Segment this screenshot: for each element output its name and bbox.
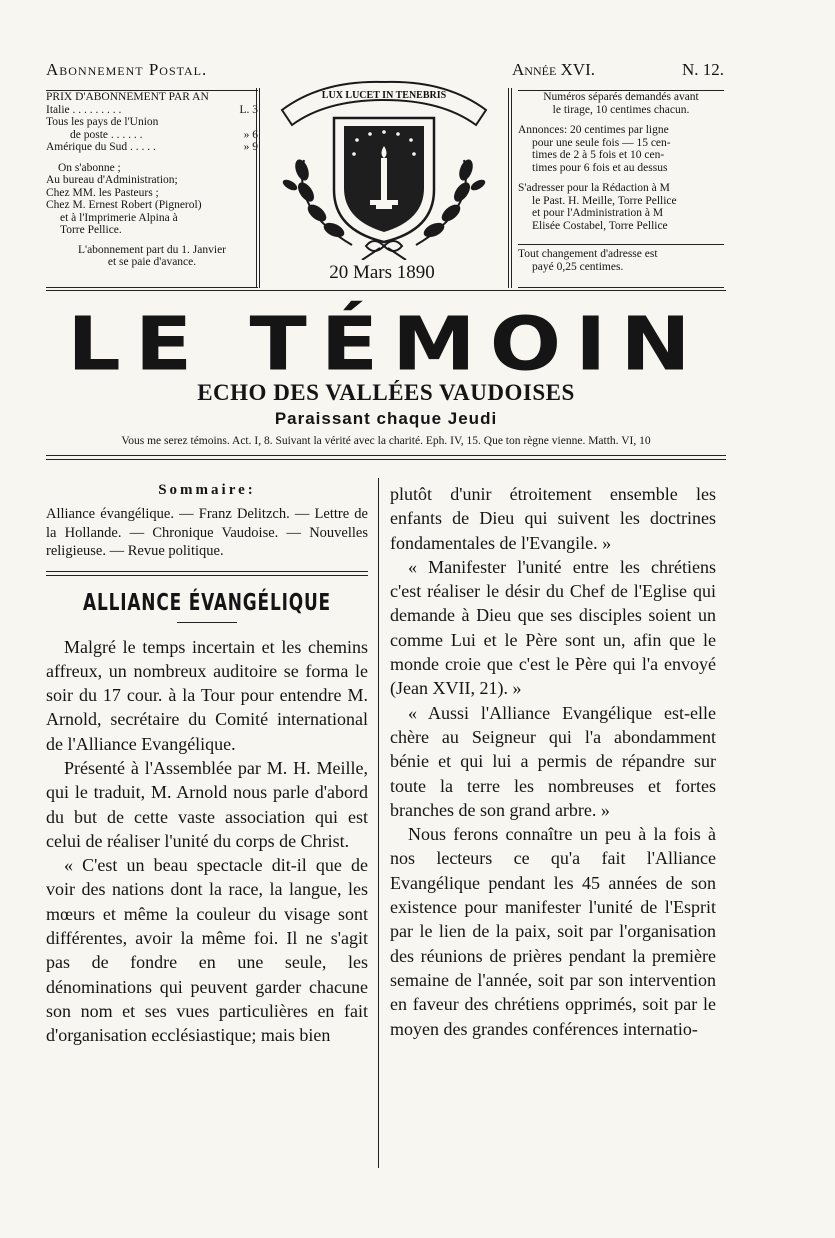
issue-header <box>512 60 724 80</box>
masthead-rule-2 <box>46 459 726 460</box>
emblem <box>262 70 506 260</box>
article-title: ALLIANCE ÉVANGÉLIQUE <box>83 589 331 616</box>
advertising-line: times de 2 à 5 fois et 10 cen- <box>532 149 665 161</box>
left-column <box>46 475 368 1048</box>
subscribe-note-2: et se paie d'avance. <box>107 256 197 268</box>
header-rule <box>46 290 726 291</box>
address-change-info <box>518 248 724 273</box>
sommaire-title: Sommaire: <box>158 482 256 498</box>
masthead-tagline: Paraissant chaque Jeudi <box>274 409 498 428</box>
price-row <box>46 116 258 129</box>
subscribe-lines <box>46 162 258 237</box>
price-value: L. 3 <box>239 103 258 116</box>
advertising-line: times pour 6 fois et au dessus <box>532 161 668 174</box>
issue-date: 20 Mars 1890 <box>329 262 435 283</box>
masthead-title: LE TÉMOIN <box>67 300 705 388</box>
contact-line: et pour l'Administration à M <box>532 207 664 219</box>
subscribe-line: On s'abonne ; <box>58 161 121 174</box>
contact-line: Elisée Costabel, Torre Pellice <box>532 219 668 232</box>
article-left-text <box>46 635 368 1048</box>
article-paragraph: Nous ferons connaître un peu à la fois à nos lecteurs ce qu'a fait l'Alliance Evangélique pendant les 45 années de son existence pour manifester l'unité de l'Esprit par le lien de la paix, soit par l'organisation des réunions de prières pendant la première semaine de l'année, soit par son intervention en faveur des chrétiens opprimés, soit par le moyen des grandes conférences internatio- <box>390 824 716 1039</box>
subscription-title: Abonnement Postal. <box>46 60 208 79</box>
advertising-info <box>518 124 724 174</box>
price-value: » 9 <box>243 141 258 153</box>
masthead-rule <box>46 455 726 456</box>
price-label: Amérique du Sud . . . . . <box>46 141 156 153</box>
article-paragraph: « Manifester l'unité entre les chrétiens c'est réaliser le désir du Chef de l'Eglise qui demande à Dieu que ses disciples soient un comme Lui et le Père sont un, afin que le monde croie que c'est le Père qui l'a envoyé (Jean XVII, 21). » <box>390 556 716 699</box>
price-list <box>46 104 258 154</box>
subscribe-line: Torre Pellice. <box>60 224 122 236</box>
header-divider-left <box>256 88 257 288</box>
subscription-header <box>46 60 258 80</box>
masthead-motto: Vous me serez témoins. Act. I, 8. Suivant la vérité avec la charité. Eph. IV, 15. Que ton règne vienne. Matth. VI, 10 <box>121 435 651 447</box>
subscription-box <box>46 90 258 288</box>
price-value: » 6 <box>243 128 258 141</box>
issue-number: N. 12. <box>681 60 724 79</box>
subscribe-line: Chez MM. les Pasteurs ; <box>46 186 159 199</box>
masthead-subtitle: ECHO DES VALLÉES VAUDOISES <box>197 380 575 405</box>
article-paragraph: Malgré le temps incertain et les chemins affreux, un nombreux auditoire se forma le soir du 17 cour. à la Tour pour entendre M. Arnold, secrétaire du Comité international de l'Alliance Evangélique. <box>46 636 368 754</box>
article-paragraph: plutôt d'unir étroitement ensemble les enfants de Dieu qui suivent les doctrines fondamentales de l'Evangile. » <box>390 484 716 553</box>
header-divider-right <box>508 88 509 288</box>
price-row <box>46 141 258 154</box>
sommaire-body: Alliance évangélique. — Franz Delitzch. — Lettre de la Hollande. — Chronique Vaudoise. — Nouvelles religieuse. — Revue politique. <box>46 506 368 559</box>
column-divider <box>378 478 379 1168</box>
subscribe-line: Chez M. Ernest Robert (Pignerol) <box>46 199 202 211</box>
info-box <box>518 90 724 288</box>
price-label: Italie . . . . . . . . . <box>46 103 122 116</box>
advertising-line: pour une seule fois — 15 cen- <box>532 136 671 149</box>
single-copies-line-2: le tirage, 10 centimes chacun. <box>552 103 690 116</box>
subscribe-line: et à l'Imprimerie Alpina à <box>60 211 178 224</box>
subscribe-note: L'abonnement part du 1. Janvier <box>77 243 226 256</box>
subscribe-line: Au bureau d'Administration; <box>46 174 178 186</box>
price-row <box>46 104 258 117</box>
price-title: PRIX D'ABONNEMENT PAR AN <box>46 91 209 103</box>
advertising-line: Annonces: 20 centimes par ligne <box>518 124 669 136</box>
price-row <box>46 129 258 142</box>
contact-info <box>518 182 724 232</box>
issue-year: Année XVI. <box>512 60 595 79</box>
article-right-text <box>390 482 716 1041</box>
article-paragraph: « Aussi l'Alliance Evangélique est-elle chère au Seigneur qui l'a abondamment bénie et qui lui a permis de répandre sur toute la terre les nombreuses et fortes branches de son grand arbre. » <box>390 702 716 820</box>
candlestick-emblem-icon <box>262 70 506 260</box>
address-line: Tout changement d'adresse est <box>518 248 658 260</box>
contact-line: S'adresser pour la Rédaction à M <box>518 182 670 194</box>
single-copies-line-1: Numéros séparés demandés avant <box>543 91 699 103</box>
contact-line: le Past. H. Meille, Torre Pellice <box>532 194 677 207</box>
emblem-motto: LUX LUCET IN TENEBRIS <box>321 90 447 101</box>
header-divider-right-2 <box>511 88 512 288</box>
price-label: Tous les pays de l'Union <box>46 116 159 128</box>
price-label: de poste . . . . . . <box>70 128 143 141</box>
header-divider-left-2 <box>259 88 260 288</box>
article-paragraph: Présenté à l'Assemblée par M. H. Meille, qui le traduit, M. Arnold nous parle d'abord du but de cette vaste association qui est celui de réaliser l'unité du corps de Christ. <box>46 757 368 851</box>
address-line: payé 0,25 centimes. <box>532 260 624 273</box>
right-column <box>390 482 716 1041</box>
title-ornament <box>177 622 237 623</box>
article-paragraph: « C'est un beau spectacle dit-il que de voir des nations dont la race, la langue, les mœurs et même la couleur du visage sont différentes, avoir la même foi. Il ne s'agit pas de fondre en une seule, les dénominations qui peuvent garder chacune son nom et ses vues particulières en fait d'organisation ecclésiastique; mais bien <box>46 855 368 1046</box>
